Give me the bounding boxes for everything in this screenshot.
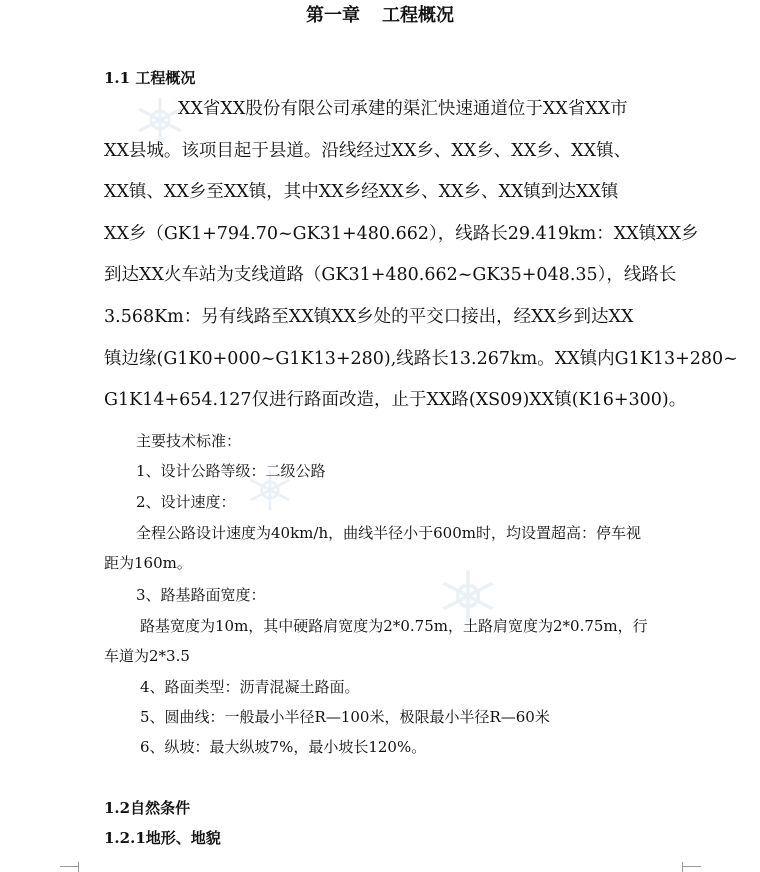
standard-item: 2、设计速度： [136, 493, 236, 511]
chapter-label: 第一章 [306, 5, 360, 26]
snowflake-watermark-icon [136, 96, 184, 144]
paragraph-line: 到达XX火车站为支线道路（GK31+480.662~GK35+048.35），线路长 [104, 265, 677, 285]
section-heading-1-1: 1.1 工程概况 [104, 69, 196, 87]
standard-item: 3、路基路面宽度： [136, 586, 266, 604]
standard-item: 6、纵坡：最大纵坡7%，最小坡长120%。 [140, 738, 427, 756]
standard-detail-line: 距为160m。 [104, 554, 192, 572]
standard-detail-line: 全程公路设计速度为40km/h，曲线半径小于600m时，均设置超高：停车视 [136, 524, 641, 542]
paragraph-line: XX县城。该项目起于县道。沿线经过XX乡、XX乡、XX乡、XX镇、 [104, 141, 632, 161]
standard-item: 1、设计公路等级：二级公路 [136, 462, 326, 480]
paragraph-line: XX镇、XX乡至XX镇，其中XX乡经XX乡、XX乡、XX镇到达XX镇 [104, 182, 619, 202]
standard-detail-line: 路基宽度为10m，其中硬路肩宽度为2*0.75m，土路肩宽度为2*0.75m，行 [140, 617, 648, 635]
chapter-name: 工程概况 [382, 5, 454, 26]
paragraph-line: XX省XX股份有限公司承建的渠汇快速通道位于XX省XX市 [178, 99, 628, 119]
page-corner-mark-left [78, 862, 79, 872]
section-heading-1-2-1: 1.2.1地形、地貌 [104, 829, 221, 847]
page-corner-mark-left [60, 866, 78, 867]
standards-heading: 主要技术标准： [136, 432, 242, 450]
standard-item: 4、路面类型：沥青混凝土路面。 [140, 678, 360, 696]
standard-item: 5、圆曲线：一般最小半径R—100米，极限最小半径R—60米 [140, 708, 550, 726]
chapter-title [0, 5, 760, 27]
paragraph-line: G1K14+654.127仅进行路面改造，止于XX路(XS09)XX镇(K16+300)。 [104, 390, 687, 410]
paragraph-line: XX乡（GK1+794.70~GK31+480.662），线路长29.419km：XX镇XX乡 [104, 224, 699, 244]
paragraph-line: 镇边缘(G1K0+000~G1K13+280),线路长13.267km。XX镇内G1K13+280~ [104, 349, 738, 369]
page-corner-mark-right [682, 862, 683, 872]
paragraph-line: 3.568Km：另有线路至XX镇XX乡处的平交口接出，经XX乡到达XX [104, 307, 634, 327]
page-corner-mark-right [683, 866, 701, 867]
standard-detail-line: 车道为2*3.5 [104, 647, 190, 665]
section-heading-1-2: 1.2自然条件 [104, 799, 191, 817]
